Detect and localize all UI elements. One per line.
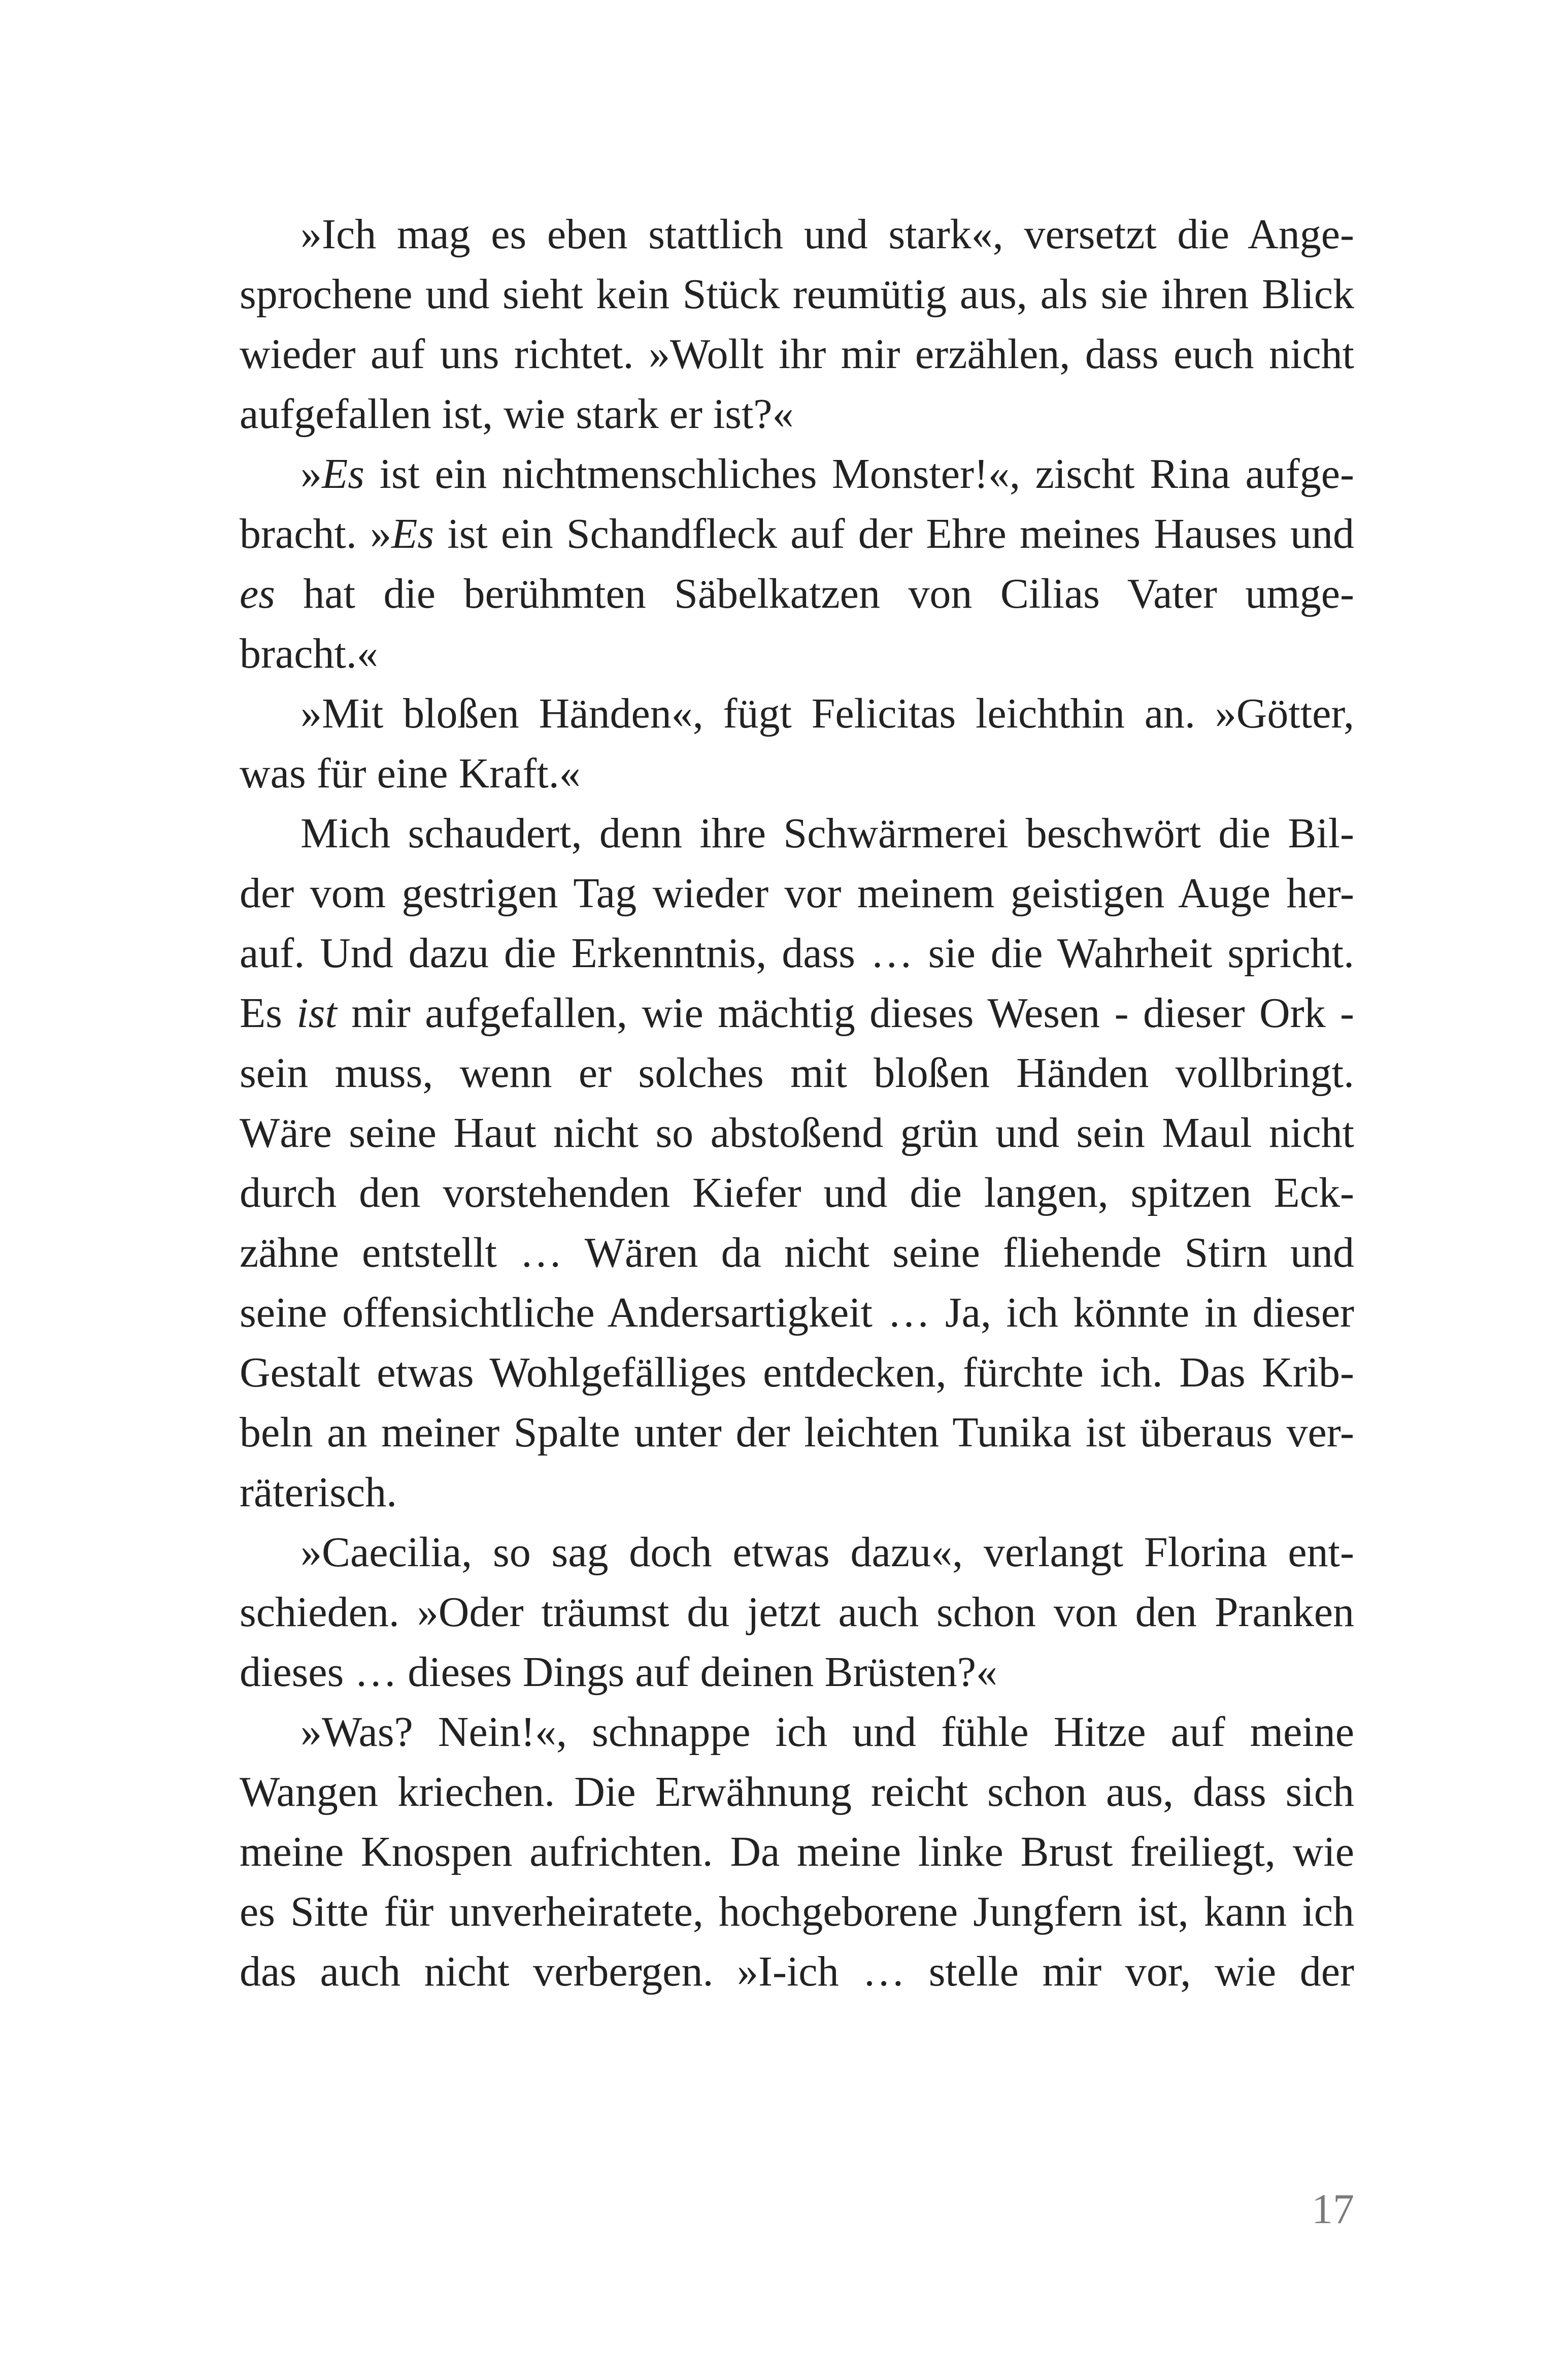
text-line: seine offensichtliche Andersartigkeit … Ja, ich könnte in dieser — [240, 1289, 1354, 1336]
text-line: »Was? Nein!«, schnappe ich und fühle Hitze auf meine — [300, 1708, 1354, 1756]
body-text — [240, 205, 1354, 2002]
text-line: bracht. »Es ist ein Schandfleck auf der Ehre meines Hauses und — [240, 510, 1354, 557]
text-line: sprochene und sieht kein Stück reumütig aus, als sie ihren Blick — [240, 271, 1354, 318]
text-line: dieses … dieses Dings auf deinen Brüsten?« — [240, 1648, 998, 1696]
emphasis: ist — [296, 989, 337, 1037]
text-line: Wäre seine Haut nicht so abstoßend grün und sein Maul nicht — [240, 1109, 1354, 1156]
text-line: »Mit bloßen Händen«, fügt Felicitas leichthin an. »Götter, — [300, 690, 1354, 737]
text-line: zähne entstellt … Wären da nicht seine fliehende Stirn und — [240, 1229, 1354, 1276]
emphasis: Es — [322, 450, 364, 498]
text-line: der vom gestrigen Tag wieder vor meinem geistigen Auge her- — [240, 870, 1354, 917]
text-line: Gestalt etwas Wohlgefälliges entdecken, fürchte ich. Das Krib- — [240, 1349, 1354, 1396]
text-line: bracht.« — [240, 630, 378, 677]
text-line: auf. Und dazu die Erkenntnis, dass … sie die Wahrheit spricht. — [240, 930, 1354, 977]
text-line: Wangen kriechen. Die Erwähnung reicht schon aus, dass sich — [240, 1768, 1354, 1815]
emphasis: Es — [391, 510, 434, 557]
text-line: Mich schaudert, denn ihre Schwärmerei beschwört die Bil- — [300, 810, 1354, 857]
text-line: räterisch. — [240, 1469, 397, 1516]
text-line: schieden. »Oder träumst du jetzt auch schon von den Pranken — [240, 1589, 1354, 1636]
text-line: beln an meiner Spalte unter der leichten Tunika ist überaus ver- — [240, 1409, 1354, 1456]
text-line: »Caecilia, so sag doch etwas dazu«, verlangt Florina ent- — [300, 1529, 1354, 1576]
text-line: Es ist mir aufgefallen, wie mächtig dieses Wesen - dieser Ork - — [240, 989, 1354, 1037]
text-line: das auch nicht verbergen. »I-ich … stelle mir vor, wie der — [240, 1948, 1354, 1995]
text-line: es hat die berühmten Säbelkatzen von Cilias Vater umge- — [240, 570, 1354, 617]
text-line: sein muss, wenn er solches mit bloßen Händen vollbringt. — [240, 1049, 1354, 1097]
text-line: wieder auf uns richtet. »Wollt ihr mir erzählen, dass euch nicht — [240, 330, 1354, 378]
emphasis: es — [240, 570, 275, 617]
text-line: aufgefallen ist, wie stark er ist?« — [240, 390, 794, 438]
text-line: durch den vorstehenden Kiefer und die langen, spitzen Eck- — [240, 1169, 1354, 1216]
text-line: »Es ist ein nichtmenschliches Monster!«, zischt Rina aufge- — [300, 450, 1354, 498]
text-line: meine Knospen aufrichten. Da meine linke Brust freiliegt, wie — [240, 1828, 1354, 1875]
text-line: es Sitte für unverheiratete, hochgeborene Jungfern ist, kann ich — [240, 1888, 1354, 1935]
text-line: »Ich mag es eben stattlich und stark«, versetzt die Ange- — [300, 211, 1354, 258]
text-line: was für eine Kraft.« — [240, 750, 581, 797]
page-number: 17 — [1312, 2186, 1354, 2233]
